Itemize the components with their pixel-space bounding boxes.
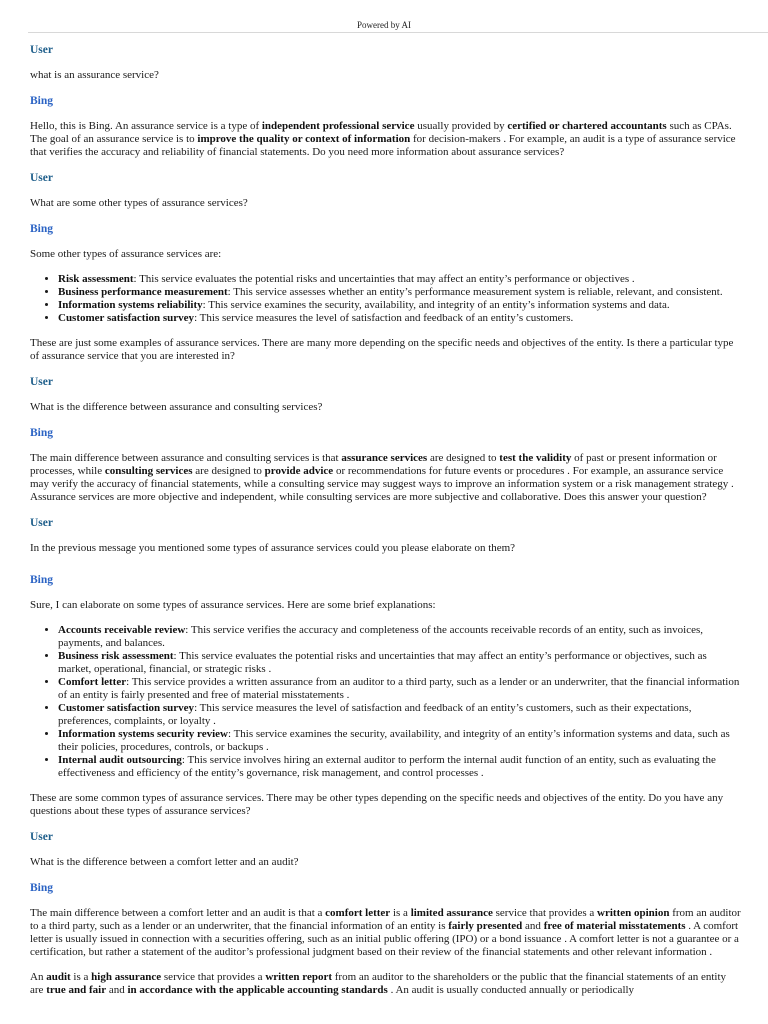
bold-text: free of material misstatements — [543, 920, 686, 932]
bold-text: Business risk assessment — [58, 650, 174, 662]
user-speaker-label: User — [30, 517, 53, 529]
bold-text: Information systems reliability — [58, 299, 203, 311]
bold-text: high assurance — [91, 971, 162, 983]
message-paragraph: Hello, this is Bing. An assurance service is a type of independent professional service usually provided by certified or chartered accountants such as CPAs. The goal of an assurance service is to improve the quality or context of information for decision-makers . For example, an audit is a type of assurance service that verifies the accuracy and reliability of financial statements. Do you need more information about assurance services? — [30, 120, 736, 158]
list-item: • Comfort letter: This service provides a written assurance from an auditor to a third party, such as a lender or an underwriter, that the financial information of an entity is fairly presented and free of material misstatements . — [58, 676, 742, 702]
bold-text: Accounts receivable review — [58, 624, 186, 636]
bullet-list — [30, 624, 742, 780]
message-paragraph: In the previous message you mentioned some types of assurance services could you please elaborate on them? — [30, 542, 516, 554]
message-paragraph: Sure, I can elaborate on some types of assurance services. Here are some brief explanations: — [30, 599, 436, 611]
bold-text: audit — [46, 971, 71, 983]
bing-speaker-label: Bing — [30, 882, 54, 894]
bold-text: Business performance measurement — [58, 286, 228, 298]
bold-text: Risk assessment — [58, 273, 134, 285]
list-item: • Accounts receivable review: This service verifies the accuracy and completeness of the accounts receivable records of an entity, such as invoices, payments, and balances. — [58, 624, 742, 650]
bold-text: assurance services — [341, 452, 428, 464]
message-paragraph: Some other types of assurance services are: — [30, 248, 222, 260]
bold-text: written opinion — [597, 907, 670, 919]
chat-transcript — [30, 36, 742, 1009]
message-paragraph: What is the difference between a comfort letter and an audit? — [30, 856, 299, 868]
message-paragraph: These are some common types of assurance services. There may be other types depending on the specific needs and objectives of the entity. Do you have any questions about these types of assurance services? — [30, 792, 724, 817]
bold-text: fairly presented — [448, 920, 523, 932]
message-paragraph: What is the difference between assurance and consulting services? — [30, 401, 323, 413]
bold-text: in accordance with the applicable accounting standards — [127, 984, 388, 996]
bold-text: independent professional service — [261, 120, 415, 132]
bullet-list — [30, 273, 742, 325]
list-item: • Information systems reliability: This service examines the security, availability, and integrity of an entity’s information systems and data. — [58, 299, 742, 312]
bold-text: limited assurance — [410, 907, 493, 919]
bold-text: Information systems security review — [58, 728, 228, 740]
page-header: Powered by AI — [357, 20, 411, 30]
list-item: • Customer satisfaction survey: This service measures the level of satisfaction and feedback of an entity’s customers. — [58, 312, 742, 325]
bold-text: consulting services — [104, 465, 193, 477]
bold-text: provide advice — [264, 465, 334, 477]
message-paragraph: These are just some examples of assurance services. There are many more depending on the specific needs and objectives of the entity. Is there a particular type of assurance service that you are interested in? — [30, 337, 734, 362]
list-item: • Risk assessment: This service evaluates the potential risks and uncertainties that may affect an entity’s performance or objectives . — [58, 273, 742, 286]
list-item: • Customer satisfaction survey: This service measures the level of satisfaction and feedback of an entity’s customers, such as their expectations, preferences, complaints, or loyalty . — [58, 702, 742, 728]
bold-text: certified or chartered accountants — [507, 120, 667, 132]
bing-speaker-label: Bing — [30, 427, 54, 439]
list-item: • Business risk assessment: This service evaluates the potential risks and uncertainties that may affect an entity’s performance or objectives, such as market, operational, financial, or strategic risks . — [58, 650, 742, 676]
list-item: • Internal audit outsourcing: This service involves hiring an external auditor to perform the internal audit function of an entity, such as evaluating the effectiveness and efficiency of the entity’s governance, risk management, and control processes . — [58, 754, 742, 780]
message-paragraph: what is an assurance service? — [30, 69, 159, 81]
header-divider — [28, 32, 768, 33]
bold-text: Customer satisfaction survey — [58, 312, 195, 324]
message-paragraph: An audit is a high assurance service that provides a written report from an auditor to the shareholders or the public that the financial statements of an entity are true and fair and in accordance with the applicable accounting standards . An audit is usually conducted annually or periodically — [30, 971, 727, 996]
message-paragraph: The main difference between a comfort letter and an audit is that a comfort letter is a limited assurance service that provides a written opinion from an auditor to a third party, such as a lender or an underwriter, that the financial information of an entity is fairly presented and free of material misstatements . A comfort letter is usually issued in connection with a securities offering, such as an initial public offering (IPO) or a bond issuance . A comfort letter is not a guarantee or a certification, but rather a statement of the auditor’s professional judgment based on their review of the financial statements and other relevant information . — [30, 907, 741, 958]
bing-speaker-label: Bing — [30, 95, 54, 107]
list-item: • Information systems security review: This service examines the security, availability, and integrity of an entity’s information systems and data, such as their policies, procedures, controls, or backups . — [58, 728, 742, 754]
user-speaker-label: User — [30, 376, 53, 388]
bold-text: written report — [265, 971, 332, 983]
message-paragraph: What are some other types of assurance services? — [30, 197, 248, 209]
bold-text: Internal audit outsourcing — [58, 754, 182, 766]
bold-text: true and fair — [46, 984, 107, 996]
bold-text: test the validity — [499, 452, 572, 464]
bing-speaker-label: Bing — [30, 574, 54, 586]
user-speaker-label: User — [30, 831, 53, 843]
bold-text: Customer satisfaction survey — [58, 702, 195, 714]
user-speaker-label: User — [30, 44, 53, 56]
bing-speaker-label: Bing — [30, 223, 54, 235]
bold-text: Comfort letter — [58, 676, 127, 688]
user-speaker-label: User — [30, 172, 53, 184]
message-paragraph: The main difference between assurance and consulting services is that assurance services are designed to test the validity of past or present information or processes, while consulting services are designed to provide advice or recommendations for future events or procedures . For example, an assurance service may verify the accuracy of financial statements, while a consulting service may suggest ways to improve an information system or a risk management strategy . Assurance services are more objective and independent, while consulting services are more subjective and collaborative. Does this answer your question? — [30, 452, 734, 503]
bold-text: improve the quality or context of information — [197, 133, 411, 145]
bold-text: comfort letter — [325, 907, 391, 919]
list-item: • Business performance measurement: This service assesses whether an entity’s performance measurement system is reliable, relevant, and consistent. — [58, 286, 742, 299]
